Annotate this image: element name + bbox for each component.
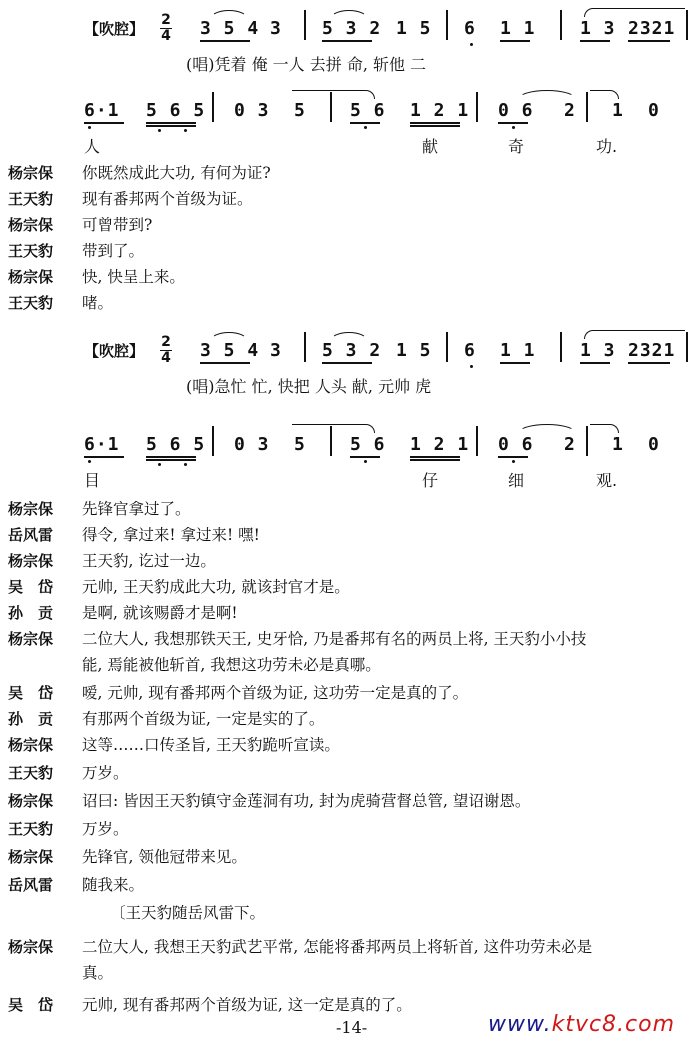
note-group: 1 3	[580, 340, 616, 361]
lyric-syllable: 观.	[596, 471, 618, 490]
note-group: 5 6	[350, 100, 386, 121]
speech-text: 嗳, 元帅, 现有番邦两个首级为证, 这功劳一定是真的了。	[82, 684, 469, 702]
note-group: 1 3	[580, 18, 616, 39]
speech-text: 你既然成此大功, 有何为证?	[82, 164, 271, 182]
note-group: 0 3	[234, 100, 270, 121]
speech-text: 是啊, 就该赐爵才是啊!	[82, 604, 238, 622]
beam	[200, 40, 250, 42]
lyric-syllable: 仔	[422, 471, 439, 490]
beam	[498, 456, 528, 458]
note-group: 6·1	[84, 100, 120, 121]
barline	[586, 92, 588, 122]
note-group: 5 6	[350, 434, 386, 455]
speech-text: 万岁。	[82, 820, 129, 838]
octave-dot	[158, 129, 161, 132]
slur	[210, 10, 248, 19]
slur	[584, 330, 685, 339]
speaker-name: 岳风雷	[8, 526, 54, 544]
slur	[590, 424, 619, 433]
barline	[560, 332, 562, 362]
speaker-name: 王天豹	[8, 820, 54, 838]
octave-dot	[470, 43, 473, 46]
speaker-name: 吴 岱	[8, 996, 54, 1014]
note-group: 0	[648, 434, 660, 455]
speaker-name: 杨宗保	[8, 500, 54, 518]
octave-dot	[470, 365, 473, 368]
note-group: 1 5	[396, 18, 432, 39]
speaker-name: 杨宗保	[8, 164, 54, 182]
speech-text: 元帅, 王天豹成此大功, 就该封官才是。	[82, 578, 350, 596]
beam	[322, 362, 372, 364]
note-group: 1 1	[500, 18, 536, 39]
speaker-name: 杨宗保	[8, 630, 54, 648]
note-group: 5 6 5	[146, 100, 206, 121]
beam	[350, 456, 380, 458]
note-group: 0	[648, 100, 660, 121]
note-group: 3 5 4	[200, 340, 260, 361]
barline	[446, 10, 448, 40]
speaker-name: 杨宗保	[8, 216, 54, 234]
site-watermark	[488, 1012, 675, 1037]
speech-text: 先锋官, 领他冠带来见。	[82, 848, 247, 866]
aria-tag: 【吹腔】	[84, 20, 145, 38]
speaker-name: 杨宗保	[8, 736, 54, 754]
speaker-name: 岳风雷	[8, 876, 54, 894]
note-group: 2	[564, 434, 576, 455]
lyric-syllable: 奇	[508, 137, 525, 156]
octave-dot	[88, 460, 91, 463]
speech-text: 带到了。	[82, 242, 145, 260]
speaker-name: 王天豹	[8, 764, 54, 782]
barline	[686, 332, 688, 362]
note-group: 0 6	[498, 434, 534, 455]
note-group: 1 5	[396, 340, 432, 361]
note-group: 1	[612, 434, 624, 455]
speech-text: 先锋官拿过了。	[82, 500, 191, 518]
speaker-name: 杨宗保	[8, 938, 54, 956]
speaker-name: 王天豹	[8, 294, 54, 312]
speech-text: 随我来。	[82, 876, 145, 894]
beam	[146, 122, 196, 124]
speech-text: 得令, 拿过来! 拿过来! 嘿!	[82, 526, 260, 544]
beam	[200, 362, 250, 364]
note-group: 0 3	[234, 434, 270, 455]
beam	[628, 362, 670, 364]
beam	[500, 40, 530, 42]
beam	[498, 122, 528, 124]
speaker-name: 杨宗保	[8, 268, 54, 286]
octave-dot	[88, 126, 91, 129]
octave-dot	[184, 463, 187, 466]
lyric-syllable: 目	[84, 471, 101, 490]
beam	[322, 40, 372, 42]
time-signature: 2 4	[161, 334, 171, 366]
octave-dot	[364, 126, 367, 129]
note-group: 6	[464, 340, 476, 361]
beam	[146, 456, 196, 458]
note-group: 3	[270, 340, 282, 361]
note-group: 5 3 2	[322, 18, 382, 39]
speech-text: 二位大人, 我想那铁天王, 史牙恰, 乃是番邦有名的两员上将, 王天豹小小技	[82, 630, 587, 648]
speech-text: 二位大人, 我想王天豹武艺平常, 怎能将番邦两员上将斩首, 这件功劳未必是	[82, 938, 593, 956]
beam	[500, 362, 530, 364]
beam	[84, 122, 124, 124]
page-number: -14-	[336, 1018, 368, 1037]
speech-text: 元帅, 现有番邦两个首级为证, 这一定是真的了。	[82, 996, 412, 1014]
time-signature: 2 4	[161, 12, 171, 44]
note-group: 3 5 4	[200, 18, 260, 39]
barline	[476, 426, 478, 456]
speaker-name: 孙 贡	[8, 604, 54, 622]
lyric-line: (唱)凭着 俺 一人 去拼 命, 斩他 二	[186, 55, 427, 74]
note-group: 5	[294, 434, 306, 455]
note-group: 0 6	[498, 100, 534, 121]
barline	[212, 92, 214, 122]
barline	[560, 10, 562, 40]
note-group: 6·1	[84, 434, 120, 455]
slur	[584, 8, 685, 17]
beam	[410, 125, 460, 127]
note-group: 6	[464, 18, 476, 39]
lyric-line: (唱)急忙 忙, 快把 人头 献, 元帅 虎	[186, 377, 432, 396]
beam	[146, 459, 196, 461]
note-group: 1 1	[500, 340, 536, 361]
octave-dot	[512, 460, 515, 463]
barline	[446, 332, 448, 362]
slur	[292, 90, 375, 99]
note-group: 2	[564, 100, 576, 121]
barline	[686, 10, 688, 40]
barline	[304, 332, 306, 362]
speech-text: 快, 快呈上来。	[82, 268, 185, 286]
speech-text: 啫。	[82, 294, 114, 312]
speech-text: 现有番邦两个首级为证。	[82, 190, 253, 208]
lyric-syllable: 人	[84, 137, 101, 156]
octave-dot	[512, 126, 515, 129]
aria-tag: 【吹腔】	[84, 342, 145, 360]
beam	[410, 122, 460, 124]
note-group: 3	[270, 18, 282, 39]
speech-text: 真。	[82, 964, 114, 982]
watermark-prefix: www.	[488, 1012, 552, 1037]
note-group: 5	[294, 100, 306, 121]
stage-direction: 〔王天豹随岳风雷下。	[110, 904, 266, 922]
speaker-name: 王天豹	[8, 190, 54, 208]
slur	[518, 90, 576, 99]
speaker-name: 孙 贡	[8, 710, 54, 728]
speech-text: 可曾带到?	[82, 216, 153, 234]
barline	[212, 426, 214, 456]
speech-text: 王天豹, 讫过一边。	[82, 552, 216, 570]
speech-text: 万岁。	[82, 764, 129, 782]
slur	[518, 424, 576, 433]
octave-dot	[184, 129, 187, 132]
note-group: 1 2 1	[410, 434, 470, 455]
beam	[410, 456, 460, 458]
note-group: 2321	[628, 340, 676, 361]
slur	[330, 332, 368, 341]
note-group: 2321	[628, 18, 676, 39]
note-group: 5 6 5	[146, 434, 206, 455]
lyric-syllable: 功.	[596, 137, 618, 156]
speaker-name: 杨宗保	[8, 552, 54, 570]
octave-dot	[158, 463, 161, 466]
note-group: 1	[612, 100, 624, 121]
octave-dot	[364, 460, 367, 463]
speech-text: 诏曰: 皆因王天豹镇守金莲洞有功, 封为虎骑营督总管, 望诏谢恩。	[82, 792, 531, 810]
slur	[210, 332, 248, 341]
lyric-syllable: 献	[422, 137, 439, 156]
speech-text: 有那两个首级为证, 一定是实的了。	[82, 710, 325, 728]
note-group: 5 3 2	[322, 340, 382, 361]
slur	[330, 10, 368, 19]
beam	[580, 40, 610, 42]
speech-text: 这等……口传圣旨, 王天豹跪听宣读。	[82, 736, 340, 754]
lyric-syllable: 细	[508, 471, 525, 490]
slur	[292, 424, 375, 433]
speaker-name: 杨宗保	[8, 792, 54, 810]
barline	[304, 10, 306, 40]
beam	[350, 122, 380, 124]
beam	[410, 459, 460, 461]
barline	[586, 426, 588, 456]
note-group: 1 2 1	[410, 100, 470, 121]
beam	[84, 456, 124, 458]
barline	[476, 92, 478, 122]
speaker-name: 吴 岱	[8, 578, 54, 596]
slur	[590, 90, 619, 99]
speaker-name: 王天豹	[8, 242, 54, 260]
speech-text: 能, 焉能被他斩首, 我想这功劳未必是真哪。	[82, 656, 381, 674]
watermark-domain: ktvc8.com	[551, 1012, 676, 1037]
beam	[628, 40, 670, 42]
beam	[580, 362, 610, 364]
beam	[146, 125, 196, 127]
speaker-name: 杨宗保	[8, 848, 54, 866]
speaker-name: 吴 岱	[8, 684, 54, 702]
